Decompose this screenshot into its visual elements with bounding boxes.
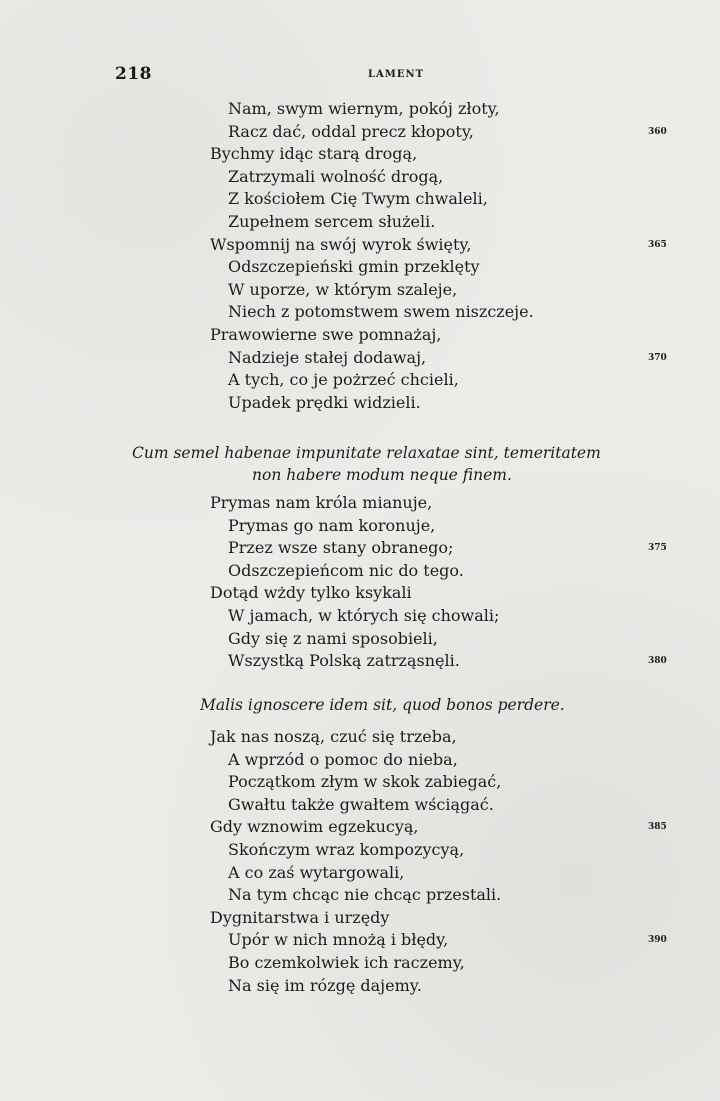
verse-line — [0, 492, 720, 515]
verse-line — [0, 234, 720, 257]
verse-text: Wszystką Polską zatrząsnęli. — [228, 651, 460, 671]
verse-text: Z kościołem Cię Twym chwaleli, — [228, 189, 488, 209]
verse-text: A wprzód o pomoc do nieba, — [228, 749, 458, 769]
verse-text: A tych, co je pożrzeć chcieli, — [228, 370, 459, 390]
verse-text: Dygnitarstwa i urzędy — [210, 907, 390, 927]
verse-line — [0, 749, 720, 772]
verse-text: Zatrzymali wolność drogą, — [228, 166, 444, 186]
verse-text: Na tym chcąc nie chcąc przestali. — [228, 885, 502, 905]
verse-line — [0, 279, 720, 302]
verse-text: Na się im rózgę dajemy. — [228, 975, 422, 995]
latin-motto-2: Malis ignoscere idem sit, quod bonos perdere. — [200, 696, 565, 714]
verse-line — [0, 726, 720, 749]
verse-text: A co zaś wytargowali, — [228, 862, 405, 882]
motto-line-2: non habere modum neque finem. — [252, 466, 512, 484]
verse-text: Wspomnij na swój wyrok święty, — [210, 234, 472, 254]
verse-text: Upadek prędki widzieli. — [228, 392, 421, 412]
verse-text: Odszczepieńcom nic do tego. — [228, 560, 464, 580]
verse-line — [0, 582, 720, 605]
verse-line — [0, 369, 720, 392]
stanza-2 — [0, 492, 720, 673]
line-number: 375 — [648, 543, 667, 554]
verse-text: Dotąd wżdy tylko ksykali — [210, 583, 412, 603]
verse-text: Nam, swym wiernym, pokój złoty, — [228, 99, 500, 118]
verse-line — [0, 628, 720, 651]
verse-text: Przez wsze stany obranego; — [228, 538, 454, 558]
verse-line — [0, 515, 720, 538]
verse-text: Prawowierne swe pomnażaj, — [210, 324, 442, 344]
verse-line — [0, 347, 720, 370]
line-number: 370 — [648, 352, 667, 363]
verse-line — [0, 166, 720, 189]
verse-line — [0, 392, 720, 415]
verse-line — [0, 605, 720, 628]
verse-text: Gdy się z nami sposobieli, — [228, 628, 438, 648]
verse-line — [0, 907, 720, 930]
stanza-3 — [0, 726, 720, 997]
verse-line — [0, 537, 720, 560]
verse-text: Upór w nich mnożą i błędy, — [228, 930, 449, 950]
verse-text: Odszczepieński gmin przeklęty — [228, 257, 480, 277]
motto-line-1: Cum semel habenae impunitate relaxatae sint, temeritatem — [132, 444, 601, 462]
verse-text: W uporze, w którym szaleje, — [228, 279, 458, 299]
line-number: 365 — [648, 239, 667, 250]
verse-line — [0, 143, 720, 166]
verse-line — [0, 121, 720, 144]
verse-line — [0, 98, 720, 121]
verse-text: Nadzieje stałej dodawaj, — [228, 347, 427, 367]
verse-line — [0, 862, 720, 885]
verse-line — [0, 256, 720, 279]
verse-line — [0, 301, 720, 324]
line-number: 380 — [648, 656, 667, 667]
line-number: 390 — [648, 935, 667, 946]
verse-text: Skończym wraz kompozycyą, — [228, 839, 465, 859]
verse-line — [0, 188, 720, 211]
stanza-1 — [0, 98, 720, 414]
verse-line — [0, 794, 720, 817]
verse-text: Prymas nam króla mianuje, — [210, 493, 433, 512]
verse-line — [0, 816, 720, 839]
line-number: 360 — [648, 126, 667, 137]
verse-line — [0, 839, 720, 862]
verse-line — [0, 929, 720, 952]
verse-line — [0, 884, 720, 907]
verse-text: Jak nas noszą, czuć się trzeba, — [210, 727, 457, 746]
verse-text: W jamach, w których się chowali; — [228, 605, 500, 625]
running-title: LAMENT — [368, 69, 425, 80]
verse-text: Bychmy idąc starą drogą, — [210, 144, 418, 164]
verse-line — [0, 560, 720, 583]
verse-text: Prymas go nam koronuje, — [228, 515, 436, 535]
verse-text: Bo czemkolwiek ich raczemy, — [228, 952, 465, 972]
verse-text: Racz dać, oddal precz kłopoty, — [228, 121, 474, 141]
line-number: 385 — [648, 822, 667, 833]
verse-line — [0, 650, 720, 673]
verse-text: Początkom złym w skok zabiegać, — [228, 772, 502, 792]
verse-text: Gwałtu także gwałtem wściągać. — [228, 794, 494, 814]
verse-line — [0, 771, 720, 794]
verse-line — [0, 211, 720, 234]
verse-line — [0, 324, 720, 347]
verse-line — [0, 952, 720, 975]
verse-line — [0, 975, 720, 998]
verse-text: Gdy wznowim egzekucyą, — [210, 817, 419, 837]
verse-text: Zupełnem sercem służeli. — [228, 211, 436, 231]
page-number: 218 — [115, 64, 152, 84]
verse-text: Niech z potomstwem swem niszczeje. — [228, 302, 534, 322]
